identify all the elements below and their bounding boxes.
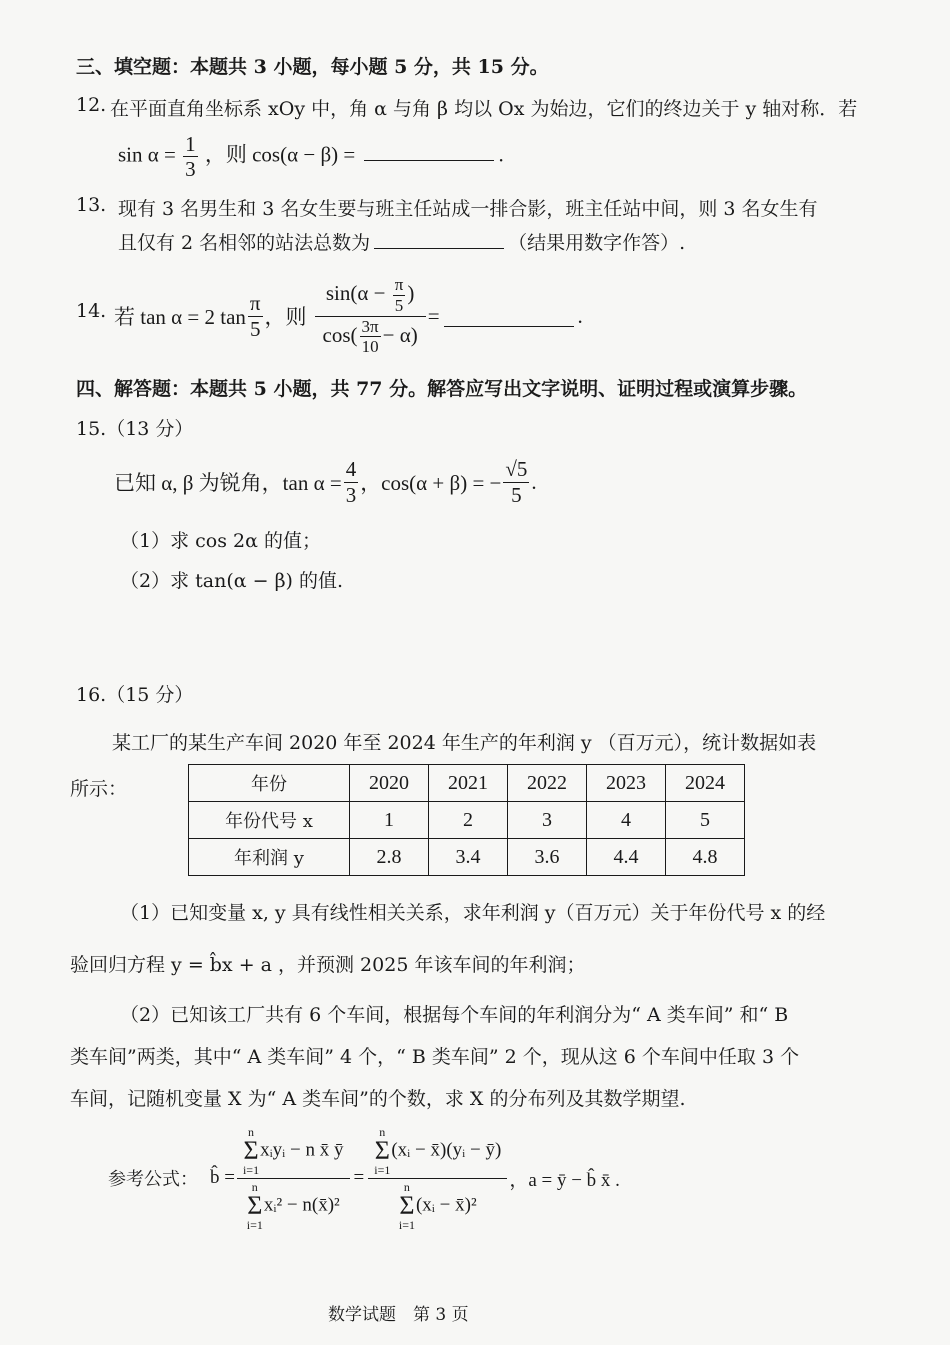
table-header-code: 年份代号 x — [189, 802, 350, 839]
table-cell: 2023 — [587, 765, 666, 802]
formula-bhat: b̂ = — [210, 1167, 235, 1188]
q14-pi-den: 5 — [249, 316, 261, 341]
q13-answer-blank[interactable] — [374, 228, 504, 249]
q15-given-a: 已知 α, β 为锐角，tan α = — [114, 471, 342, 495]
page-footer: 数学试题 第 3 页 — [328, 1305, 469, 1325]
formula-2-den — [368, 1179, 507, 1233]
q16-header: 16.（15 分） — [76, 684, 194, 706]
sigma-icon: n Σ i=1 — [398, 1179, 415, 1232]
sum-bottom: i=1 — [242, 1162, 260, 1177]
sigma-icon: n Σ i=1 — [374, 1124, 391, 1177]
sum-top: n — [379, 1124, 386, 1139]
formula-2-den-text: (xᵢ − x̄)² — [415, 1193, 477, 1215]
q14-pi-num: π — [249, 291, 261, 316]
q12-sin-label: sin α = — [118, 142, 176, 167]
table-row-year — [189, 765, 745, 802]
formula-2-num — [368, 1124, 507, 1179]
q16-part2-line2: 类车间”两类，其中“ A 类车间” 4 个，“ B 类车间” 2 个，现从这 6 个车间中任取 3 个 — [70, 1046, 800, 1068]
q15-tan-num: 4 — [345, 457, 357, 482]
q12-expression: sin α = $\frac{1}{3}$ ，则 cos(α − β) = . — [118, 132, 504, 182]
table-cell: 2024 — [666, 765, 745, 802]
q12-frac-den: 3 — [185, 157, 196, 182]
q15-part1: （1）求 cos 2α 的值； — [120, 530, 321, 552]
formula-fraction-2 — [368, 1124, 507, 1233]
table-cell: 3 — [508, 802, 587, 839]
q16-part1-line1: （1）已知变量 x, y 具有线性相关关系，求年利润 y（百万元）关于年份代号 x 的经 — [120, 902, 826, 924]
q14-big-num-close: ) — [407, 281, 415, 306]
q16-intro-line1: 某工厂的某生产车间 2020 年至 2024 年生产的年利润 y （百万元），统计数据如表 — [112, 732, 817, 754]
q13-number: 13. — [76, 194, 107, 216]
q13-line2-note: （结果用数字作答）. — [508, 232, 686, 254]
q14-inner-frac-bottom — [360, 317, 381, 357]
q14-inner-bottom-den: 10 — [361, 337, 379, 357]
q15-header: 15.（13 分） — [76, 418, 194, 440]
sum-top: n — [403, 1179, 410, 1194]
q15-given-b: ，cos(α + β) = − — [360, 471, 502, 495]
q14-expression: 若 tan α = 2 tan $\frac{\pi}{5}$ ，则 sin(α − $\frac{\pi}{5}$ ) cos( $\frac{3\pi}{10}$ − α) = . — [114, 275, 583, 357]
q16-part2-line3: 车间，记随机变量 X 为“ A 类车间”的个数，求 X 的分布列及其数学期望. — [70, 1088, 686, 1110]
q15-given — [114, 452, 537, 512]
q15-cos-num: √5 — [505, 457, 528, 482]
table-row-code — [189, 802, 745, 839]
q14-big-den-b: − α) — [382, 322, 418, 347]
q13-line2 — [118, 228, 685, 255]
q14-inner-bottom-num: 3π — [361, 316, 379, 336]
formula-2-num-text: (xᵢ − x̄)(yᵢ − ȳ) — [391, 1138, 502, 1160]
table-cell: 1 — [350, 802, 429, 839]
q12-frac-num: 1 — [185, 132, 196, 156]
q13-line2-text: 且仅有 2 名相邻的站法总数为 — [118, 232, 371, 254]
q14-number: 14. — [76, 300, 107, 322]
table-cell: 5 — [666, 802, 745, 839]
q15-tan-den: 3 — [345, 482, 357, 507]
q14-big-den — [315, 317, 426, 357]
reference-formula: 参考公式： b̂ = n Σ i=1xᵢyᵢ − n x̄ ȳ n Σ i=1xᵢ² − n(x̄)² = n Σ i=1(xᵢ − x̄)(yᵢ − ȳ) n Σ i=1(xᵢ − x̄)² ，a = ȳ − b̂ x̄ . — [108, 1124, 620, 1232]
q14-big-fraction — [315, 275, 426, 356]
formula-1-den — [237, 1179, 350, 1233]
q12-number: 12. — [76, 94, 107, 116]
q12-cos-label: ，则 cos(α − β) = — [204, 142, 356, 167]
table-cell: 2022 — [508, 765, 587, 802]
table-cell: 2020 — [350, 765, 429, 802]
table-cell: 4 — [587, 802, 666, 839]
q14-big-num — [315, 275, 426, 316]
q15-tan-fraction — [344, 457, 359, 506]
sum-bottom: i=1 — [246, 1217, 263, 1232]
sigma-icon: n Σ i=1 — [246, 1179, 263, 1232]
q15-part2: （2）求 tan(α − β) 的值. — [120, 570, 344, 592]
table-cell: 2.8 — [350, 839, 429, 876]
q15-given-end: . — [531, 469, 537, 494]
q14-inner-top-num: π — [394, 275, 404, 295]
formula-1-num-text: xᵢyᵢ − n x̄ ȳ — [260, 1138, 344, 1160]
q15-cos-den: 5 — [511, 482, 522, 507]
table-cell: 2 — [429, 802, 508, 839]
table-cell: 2021 — [429, 765, 508, 802]
formula-fraction-1 — [237, 1124, 350, 1233]
q14-big-num-text: sin(α − — [325, 281, 386, 306]
q14-answer-blank[interactable] — [444, 306, 574, 327]
q12-fraction — [183, 132, 198, 181]
table-row-profit — [189, 839, 745, 876]
q12-line1: 在平面直角坐标系 xOy 中，角 α 与角 β 均以 Ox 为始边，它们的终边关于 y 轴对称．若 — [110, 98, 858, 120]
table-cell: 3.4 — [429, 839, 508, 876]
formula-1-den-text: xᵢ² − n(x̄)² — [263, 1193, 340, 1215]
q14-big-den-a: cos( — [322, 322, 358, 347]
q13-line1: 现有 3 名男生和 3 名女生要与班主任站成一排合影，班主任站中间，则 3 名女生有 — [118, 198, 818, 220]
q12-answer-blank[interactable] — [364, 140, 494, 161]
q14-pi-fraction — [248, 291, 263, 340]
q14-lead: 若 tan α = 2 tan — [114, 305, 246, 329]
formula-1-num — [237, 1124, 350, 1179]
q15-cos-fraction — [503, 457, 529, 506]
section4-title: 四、解答题：本题共 5 小题，共 77 分。解答应写出文字说明、证明过程或演算步骤。 — [76, 378, 808, 400]
table-header-year: 年份 — [189, 765, 350, 802]
table-cell: 3.6 — [508, 839, 587, 876]
sum-bottom: i=1 — [398, 1217, 415, 1232]
formula-a: ，a = ȳ − b̂ x̄ . — [509, 1169, 620, 1191]
table-header-profit: 年利润 y — [189, 839, 350, 876]
table-cell: 4.4 — [587, 839, 666, 876]
table-cell: 4.8 — [666, 839, 745, 876]
q16-part2-line1: （2）已知该工厂共有 6 个车间，根据每个车间的年利润分为“ A 类车间” 和“ B — [120, 1004, 789, 1026]
q14-equals: = — [427, 303, 440, 328]
sum-top: n — [251, 1179, 258, 1194]
formula-label: 参考公式： — [108, 1169, 198, 1190]
section3-title: 三、填空题：本题共 3 小题，每小题 5 分，共 15 分。 — [76, 56, 549, 78]
q16-part1-line2: 验回归方程 y = b̂x + a ，并预测 2025 年该车间的年利润； — [70, 954, 586, 976]
sigma-icon: n Σ i=1 — [242, 1124, 260, 1177]
q14-inner-frac-top — [393, 275, 406, 315]
q14-mid: ，则 — [264, 305, 307, 329]
profit-table — [188, 764, 745, 876]
sum-bottom: i=1 — [374, 1162, 391, 1177]
q16-intro-line2: 所示： — [70, 778, 128, 800]
sum-top: n — [248, 1124, 255, 1139]
q14-inner-top-den: 5 — [394, 295, 404, 315]
